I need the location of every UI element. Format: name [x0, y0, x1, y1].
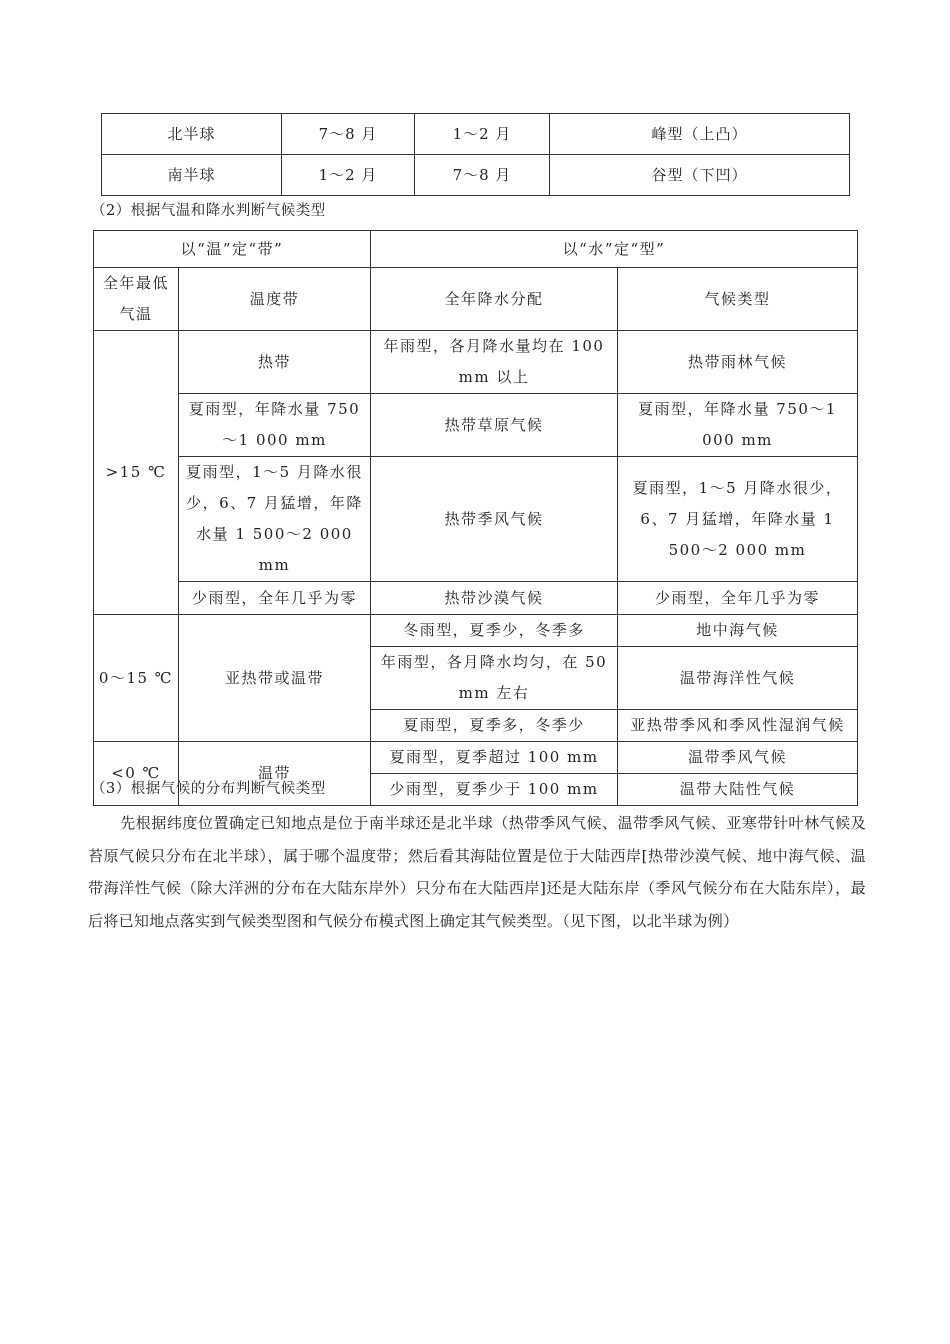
table-cell: 温带季风气候	[618, 742, 858, 774]
col-temp-zone: 温度带	[179, 268, 371, 331]
table-cell: 夏雨型，夏季超过 100 mm	[371, 742, 618, 774]
table-cell: 热带沙漠气候	[371, 582, 618, 615]
table-header-row	[94, 231, 858, 268]
table-cell: 热带	[179, 331, 371, 394]
table-cell: 7～8 月	[415, 155, 550, 196]
table-cell: 1～2 月	[282, 155, 415, 196]
zone-cell: 亚热带或温带	[179, 615, 371, 742]
table-cell: 热带季风气候	[371, 457, 618, 582]
table-cell: 年雨型，各月降水均匀，在 50 mm 左右	[371, 647, 618, 710]
table-cell: 热带雨林气候	[618, 331, 858, 394]
col-precip: 全年降水分配	[371, 268, 618, 331]
paragraph-text: 先根据纬度位置确定已知地点是位于南半球还是北半球（热带季风气候、温带季风气候、亚寒带针叶林气候及苔原气候只分布在北半球），属于哪个温度带；然后看其海陆位置是位于大陆西岸[热带沙漠气候、地中海气候、温带海洋性气候（除大洋洲的分布在大陆东岸外）只分布在大陆西岸]还是大陆东岸（季风气候分布在大陆东岸），最后将已知地点落实到气候类型图和气候分布模式图上确定其气候类型。（见下图，以北半球为例）	[88, 814, 866, 930]
table-row	[94, 615, 858, 647]
table-row	[94, 394, 858, 457]
table-cell: 温带海洋性气候	[618, 647, 858, 710]
header-temperature-zone: 以“温”定“带”	[94, 231, 371, 268]
col-min-temp: 全年最低气温	[94, 268, 179, 331]
table-cell: 夏雨型，年降水量 750～1 000 mm	[179, 394, 371, 457]
zone-cell: 温带	[179, 742, 371, 806]
table-cell: 夏雨型，年降水量 750～1 000 mm	[618, 394, 858, 457]
col-climate: 气候类型	[618, 268, 858, 331]
table-cell: 亚热带季风和季风性湿润气候	[618, 710, 858, 742]
table-row	[94, 582, 858, 615]
table-row	[94, 457, 858, 582]
table-subheader-row	[94, 268, 858, 331]
climate-type-table	[93, 230, 858, 806]
table-cell: 少雨型，全年几乎为零	[179, 582, 371, 615]
table-cell: 谷型（下凹）	[550, 155, 850, 196]
table-cell: 少雨型，夏季少于 100 mm	[371, 774, 618, 806]
temp-cell: <0 ℃	[94, 742, 179, 806]
table-cell: 年雨型，各月降水量均在 100 mm 以上	[371, 331, 618, 394]
header-precipitation-type: 以“水”定“型”	[371, 231, 858, 268]
temp-cell: >15 ℃	[94, 331, 179, 615]
table-cell: 夏雨型，夏季多，冬季少	[371, 710, 618, 742]
table-cell: 南半球	[102, 155, 282, 196]
table-cell: 冬雨型，夏季少，冬季多	[371, 615, 618, 647]
table-cell: 夏雨型，1～5 月降水很少，6、7 月猛增，年降水量 1 500～2 000 mm	[618, 457, 858, 582]
table-row	[102, 155, 850, 196]
table-row	[94, 331, 858, 394]
table-cell: 少雨型，全年几乎为零	[618, 582, 858, 615]
table-cell: 热带草原气候	[371, 394, 618, 457]
section-caption-3: （3）根据气候的分布判断气候类型	[91, 781, 326, 797]
table-cell: 地中海气候	[618, 615, 858, 647]
table-row	[102, 114, 850, 155]
body-paragraph	[88, 807, 866, 937]
section-caption-2: （2）根据气温和降水判断气候类型	[91, 203, 326, 219]
table-cell: 温带大陆性气候	[618, 774, 858, 806]
temp-cell: 0～15 ℃	[94, 615, 179, 742]
table-cell: 1～2 月	[415, 114, 550, 155]
table-cell: 北半球	[102, 114, 282, 155]
table-cell: 7～8 月	[282, 114, 415, 155]
table-cell: 夏雨型，1～5 月降水很少，6、7 月猛增，年降水量 1 500～2 000 mm	[179, 457, 371, 582]
table-cell: 峰型（上凸）	[550, 114, 850, 155]
table-row	[94, 742, 858, 774]
hemisphere-temperature-table	[101, 113, 850, 196]
